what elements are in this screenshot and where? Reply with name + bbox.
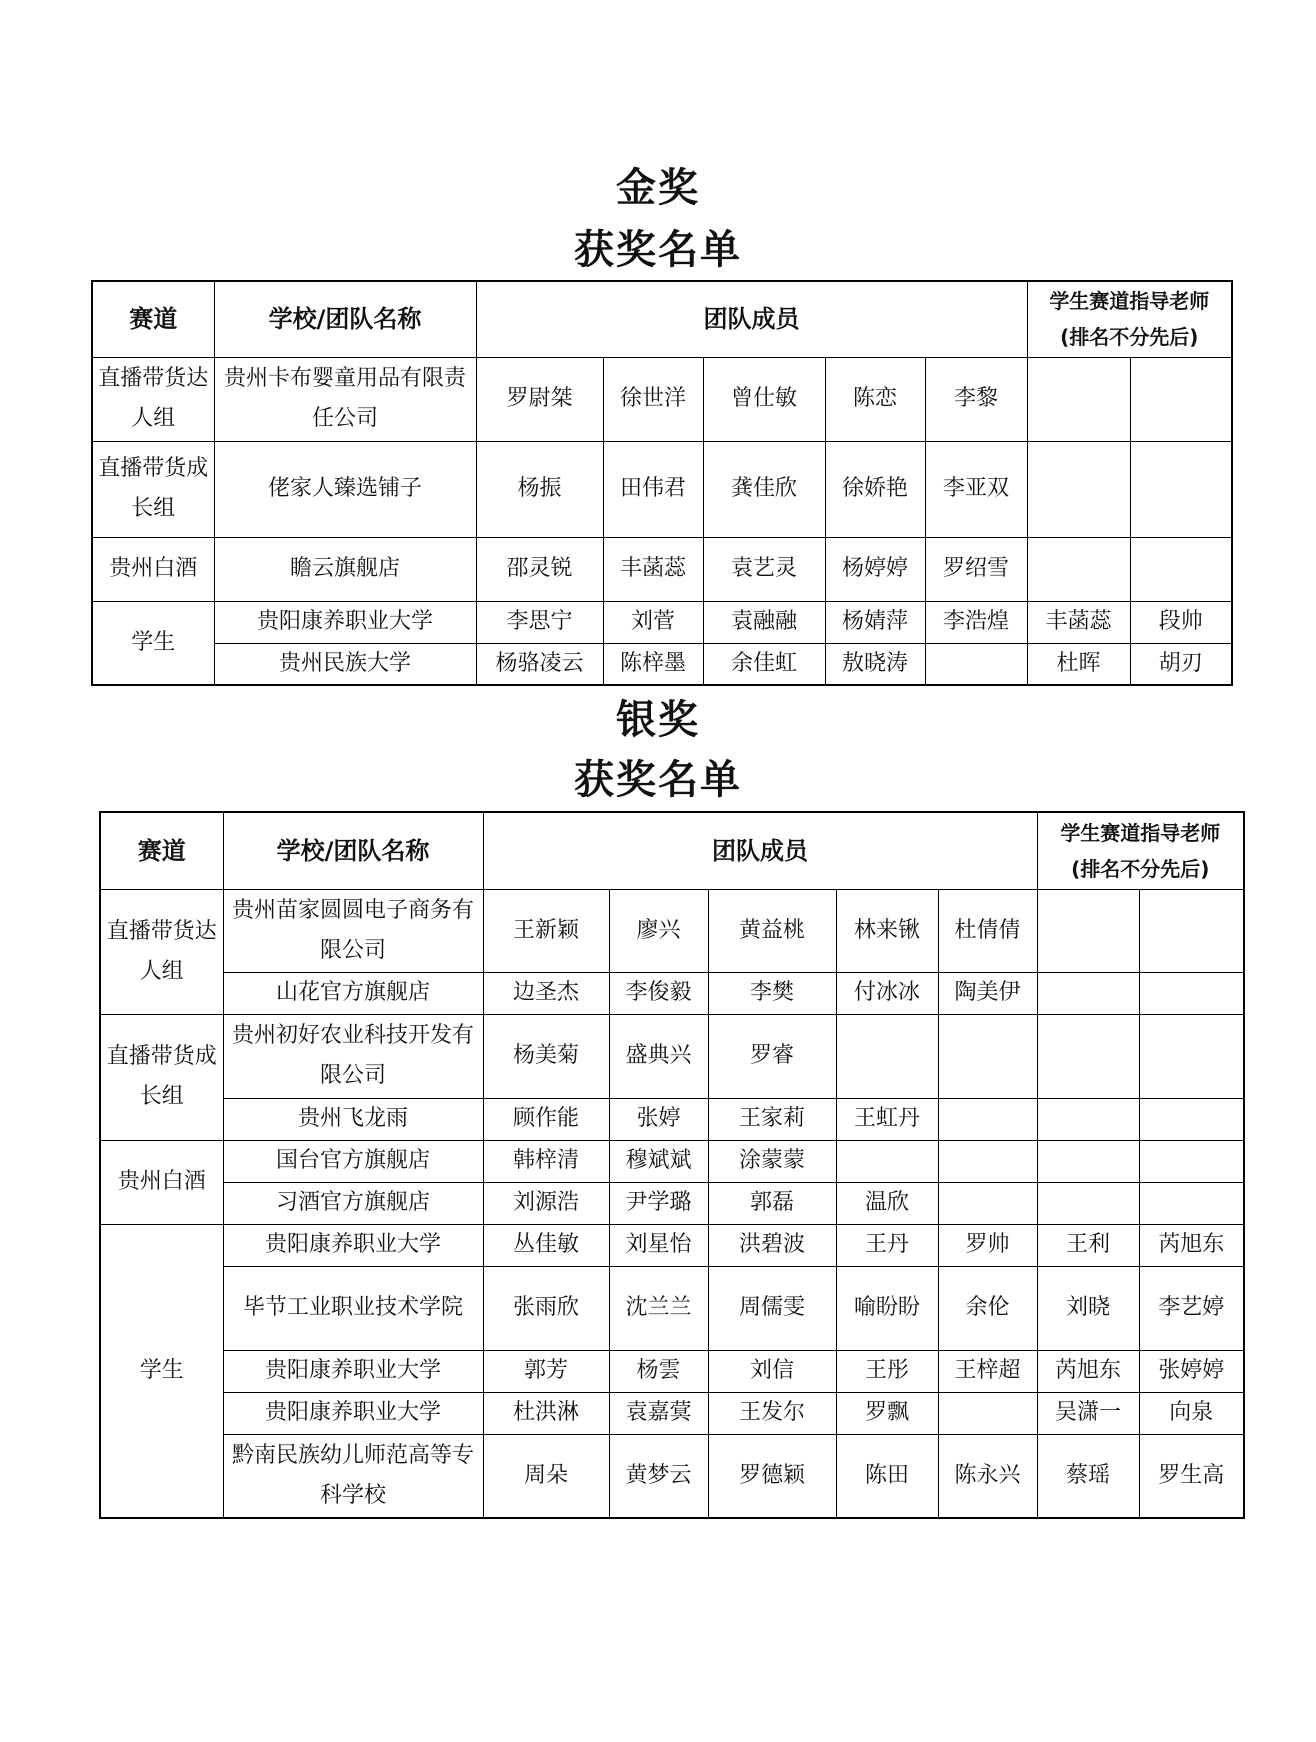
team-cell: 贵阳康养职业大学	[214, 601, 476, 643]
header-mentors-line1: 学生赛道指导老师	[1060, 820, 1221, 845]
member-cell: 袁嘉蓂	[609, 1392, 708, 1434]
mentor-cell: 王利	[1037, 1224, 1139, 1266]
member-cell: 杨骆凌云	[476, 643, 603, 685]
silver-header-row	[100, 812, 1244, 889]
member-cell: 林来锹	[836, 889, 938, 972]
table-row	[92, 537, 1232, 601]
member-cell	[836, 1140, 938, 1182]
mentor-cell	[1139, 1182, 1244, 1224]
table-row	[100, 1098, 1244, 1140]
member-cell: 王彤	[836, 1350, 938, 1392]
mentor-cell	[1139, 1098, 1244, 1140]
member-cell: 田伟君	[603, 441, 703, 537]
track-cell: 直播带货达人组	[100, 889, 223, 1014]
member-cell: 罗尉桀	[476, 357, 603, 441]
member-cell: 余伦	[938, 1266, 1037, 1350]
header-members: 团队成员	[483, 812, 1037, 889]
member-cell: 盛典兴	[609, 1014, 708, 1098]
member-cell: 敖晓涛	[825, 643, 925, 685]
member-cell: 李黎	[925, 357, 1027, 441]
table-row	[92, 643, 1232, 685]
member-cell: 周儒雯	[708, 1266, 836, 1350]
team-cell: 贵阳康养职业大学	[223, 1224, 483, 1266]
team-cell: 佬家人臻选铺子	[214, 441, 476, 537]
member-cell: 杨美菊	[483, 1014, 609, 1098]
member-cell: 陈田	[836, 1434, 938, 1518]
mentor-cell	[1037, 1140, 1139, 1182]
track-cell: 贵州白酒	[100, 1140, 223, 1224]
member-cell: 王丹	[836, 1224, 938, 1266]
member-cell: 李樊	[708, 972, 836, 1014]
table-row	[100, 1014, 1244, 1098]
table-row	[100, 1434, 1244, 1518]
member-cell: 李浩煌	[925, 601, 1027, 643]
member-cell: 穆斌斌	[609, 1140, 708, 1182]
member-cell: 杜洪淋	[483, 1392, 609, 1434]
member-cell: 刘信	[708, 1350, 836, 1392]
member-cell: 李俊毅	[609, 972, 708, 1014]
mentor-cell	[1027, 537, 1130, 601]
table-row	[100, 1182, 1244, 1224]
team-cell: 山花官方旗舰店	[223, 972, 483, 1014]
member-cell: 刘源浩	[483, 1182, 609, 1224]
mentor-cell	[1139, 889, 1244, 972]
table-row	[100, 1224, 1244, 1266]
member-cell: 郭芳	[483, 1350, 609, 1392]
member-cell: 黄梦云	[609, 1434, 708, 1518]
member-cell	[938, 1140, 1037, 1182]
member-cell: 沈兰兰	[609, 1266, 708, 1350]
header-mentors	[1037, 812, 1244, 889]
team-cell: 瞻云旗舰店	[214, 537, 476, 601]
gold-table	[91, 280, 1233, 686]
mentor-cell	[1130, 441, 1232, 537]
member-cell: 边圣杰	[483, 972, 609, 1014]
mentor-cell	[1139, 1014, 1244, 1098]
member-cell: 黄益桃	[708, 889, 836, 972]
member-cell: 顾作能	[483, 1098, 609, 1140]
mentor-cell	[1037, 1098, 1139, 1140]
member-cell: 余佳虹	[703, 643, 825, 685]
member-cell: 陈永兴	[938, 1434, 1037, 1518]
member-cell: 杨振	[476, 441, 603, 537]
member-cell: 丰菡蕊	[603, 537, 703, 601]
mentor-cell	[1130, 357, 1232, 441]
mentor-cell	[1130, 537, 1232, 601]
silver-subtitle: 获奖名单	[574, 756, 742, 803]
table-row	[100, 1392, 1244, 1434]
mentor-cell	[1037, 1014, 1139, 1098]
mentor-cell: 刘晓	[1037, 1266, 1139, 1350]
member-cell: 郭磊	[708, 1182, 836, 1224]
member-cell: 洪碧波	[708, 1224, 836, 1266]
member-cell: 罗睿	[708, 1014, 836, 1098]
table-row	[100, 1266, 1244, 1350]
member-cell: 曾仕敏	[703, 357, 825, 441]
member-cell: 周朵	[483, 1434, 609, 1518]
member-cell: 李亚双	[925, 441, 1027, 537]
track-cell: 直播带货成长组	[92, 441, 214, 537]
member-cell: 廖兴	[609, 889, 708, 972]
member-cell: 涂蒙蒙	[708, 1140, 836, 1182]
mentor-cell: 李艺婷	[1139, 1266, 1244, 1350]
member-cell: 陈梓墨	[603, 643, 703, 685]
member-cell: 罗飘	[836, 1392, 938, 1434]
gold-title: 金奖	[616, 164, 700, 211]
member-cell: 杨婧萍	[825, 601, 925, 643]
member-cell: 杜倩倩	[938, 889, 1037, 972]
mentor-cell: 罗生高	[1139, 1434, 1244, 1518]
gold-header-row	[92, 281, 1232, 357]
team-cell: 贵州民族大学	[214, 643, 476, 685]
member-cell: 罗德颖	[708, 1434, 836, 1518]
track-cell: 直播带货成长组	[100, 1014, 223, 1140]
silver-table	[99, 811, 1245, 1519]
table-row	[92, 357, 1232, 441]
member-cell: 罗帅	[938, 1224, 1037, 1266]
track-cell: 贵州白酒	[92, 537, 214, 601]
table-row	[92, 601, 1232, 643]
member-cell: 陶美伊	[938, 972, 1037, 1014]
member-cell: 温欣	[836, 1182, 938, 1224]
member-cell: 袁艺灵	[703, 537, 825, 601]
mentor-cell	[1139, 1140, 1244, 1182]
track-cell: 直播带货达人组	[92, 357, 214, 441]
member-cell: 尹学璐	[609, 1182, 708, 1224]
silver-title: 银奖	[616, 696, 700, 743]
member-cell: 李思宁	[476, 601, 603, 643]
member-cell	[938, 1182, 1037, 1224]
team-cell: 贵州飞龙雨	[223, 1098, 483, 1140]
table-row	[100, 1350, 1244, 1392]
track-cell: 学生	[92, 601, 214, 685]
member-cell	[938, 1098, 1037, 1140]
header-members: 团队成员	[476, 281, 1027, 357]
mentor-cell: 芮旭东	[1037, 1350, 1139, 1392]
member-cell: 喻盼盼	[836, 1266, 938, 1350]
team-cell: 贵州苗家圆圆电子商务有限公司	[223, 889, 483, 972]
mentor-cell: 杜晖	[1027, 643, 1130, 685]
member-cell: 付冰冰	[836, 972, 938, 1014]
header-mentors-line2: (排名不分先后)	[1071, 856, 1210, 881]
header-mentors-line2: (排名不分先后)	[1060, 325, 1199, 350]
table-row	[100, 972, 1244, 1014]
table-row	[100, 889, 1244, 972]
member-cell: 罗绍雪	[925, 537, 1027, 601]
mentor-cell: 段帅	[1130, 601, 1232, 643]
member-cell	[938, 1392, 1037, 1434]
header-track: 赛道	[92, 281, 214, 357]
mentor-cell: 张婷婷	[1139, 1350, 1244, 1392]
header-track: 赛道	[100, 812, 223, 889]
team-cell: 国台官方旗舰店	[223, 1140, 483, 1182]
team-cell: 贵阳康养职业大学	[223, 1350, 483, 1392]
team-cell: 贵阳康养职业大学	[223, 1392, 483, 1434]
member-cell: 韩梓清	[483, 1140, 609, 1182]
member-cell: 王新颖	[483, 889, 609, 972]
member-cell: 王梓超	[938, 1350, 1037, 1392]
mentor-cell	[1037, 1182, 1139, 1224]
mentor-cell: 芮旭东	[1139, 1224, 1244, 1266]
mentor-cell: 向泉	[1139, 1392, 1244, 1434]
mentor-cell: 吴潇一	[1037, 1392, 1139, 1434]
mentor-cell	[1037, 889, 1139, 972]
member-cell: 刘菅	[603, 601, 703, 643]
team-cell: 黔南民族幼儿师范高等专科学校	[223, 1434, 483, 1518]
header-mentors-line1: 学生赛道指导老师	[1049, 289, 1210, 314]
table-row	[92, 441, 1232, 537]
gold-subtitle: 获奖名单	[574, 226, 742, 273]
member-cell: 王发尔	[708, 1392, 836, 1434]
member-cell: 丛佳敏	[483, 1224, 609, 1266]
member-cell: 王家莉	[708, 1098, 836, 1140]
mentor-cell: 蔡瑶	[1037, 1434, 1139, 1518]
member-cell: 袁融融	[703, 601, 825, 643]
header-mentors	[1027, 281, 1232, 357]
team-cell: 贵州初好农业科技开发有限公司	[223, 1014, 483, 1098]
table-row	[100, 1140, 1244, 1182]
track-cell: 学生	[100, 1224, 223, 1518]
header-team: 学校/团队名称	[214, 281, 476, 357]
mentor-cell: 胡刃	[1130, 643, 1232, 685]
member-cell: 徐娇艳	[825, 441, 925, 537]
member-cell: 杨婷婷	[825, 537, 925, 601]
member-cell: 张婷	[609, 1098, 708, 1140]
header-team: 学校/团队名称	[223, 812, 483, 889]
member-cell: 龚佳欣	[703, 441, 825, 537]
mentor-cell	[1139, 972, 1244, 1014]
mentor-cell: 丰菡蕊	[1027, 601, 1130, 643]
member-cell: 陈恋	[825, 357, 925, 441]
member-cell	[925, 643, 1027, 685]
member-cell	[836, 1014, 938, 1098]
team-cell: 习酒官方旗舰店	[223, 1182, 483, 1224]
member-cell: 邵灵锐	[476, 537, 603, 601]
mentor-cell	[1037, 972, 1139, 1014]
member-cell: 张雨欣	[483, 1266, 609, 1350]
mentor-cell	[1027, 357, 1130, 441]
team-cell: 贵州卡布婴童用品有限责任公司	[214, 357, 476, 441]
member-cell	[938, 1014, 1037, 1098]
mentor-cell	[1027, 441, 1130, 537]
team-cell: 毕节工业职业技术学院	[223, 1266, 483, 1350]
member-cell: 徐世洋	[603, 357, 703, 441]
member-cell: 杨雲	[609, 1350, 708, 1392]
member-cell: 刘星怡	[609, 1224, 708, 1266]
member-cell: 王虹丹	[836, 1098, 938, 1140]
